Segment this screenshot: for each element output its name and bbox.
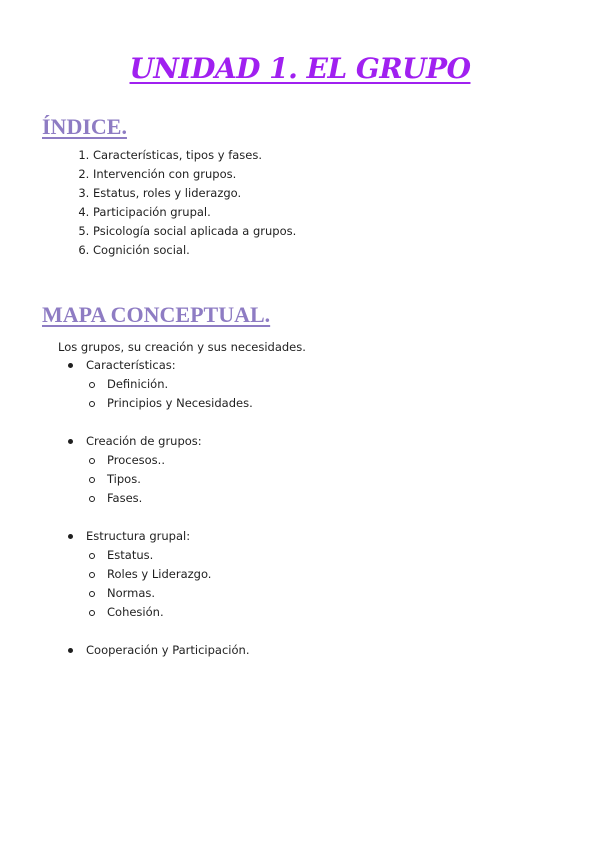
sub-bullet-item: Fases.: [66, 489, 202, 508]
index-heading: ÍNDICE.: [42, 114, 127, 139]
sub-bullet-item: Estatus.: [66, 546, 211, 565]
concept-section-creacion: [66, 432, 202, 508]
document-title: UNIDAD 1. EL GRUPO: [129, 52, 471, 85]
index-item: 2. Intervención con grupos.: [93, 165, 296, 184]
concept-section-estructura: [66, 527, 211, 622]
sub-bullet-item: Definición.: [66, 375, 253, 394]
bullet-item: Cooperación y Participación.: [66, 641, 249, 660]
concept-section-caracteristicas: [66, 356, 253, 413]
concept-map-intro: Los grupos, su creación y sus necesidades.: [58, 340, 306, 354]
sub-bullet-item: Normas.: [66, 584, 211, 603]
index-item: 1. Características, tipos y fases.: [93, 146, 296, 165]
concept-section-cooperacion: [66, 641, 249, 660]
concept-map-heading: MAPA CONCEPTUAL.: [42, 302, 271, 327]
index-item: 3. Estatus, roles y liderazgo.: [93, 184, 296, 203]
sub-bullet-item: Principios y Necesidades.: [66, 394, 253, 413]
sub-bullet-item: Procesos..: [66, 451, 202, 470]
index-list: [58, 146, 296, 260]
bullet-item: Creación de grupos:: [66, 432, 202, 451]
bullet-item: Estructura grupal:: [66, 527, 211, 546]
bullet-item: Características:: [66, 356, 253, 375]
sub-bullet-item: Cohesión.: [66, 603, 211, 622]
sub-bullet-item: Roles y Liderazgo.: [66, 565, 211, 584]
sub-bullet-item: Tipos.: [66, 470, 202, 489]
index-item: 5. Psicología social aplicada a grupos.: [93, 222, 296, 241]
index-item: 6. Cognición social.: [93, 241, 296, 260]
index-item: 4. Participación grupal.: [93, 203, 296, 222]
